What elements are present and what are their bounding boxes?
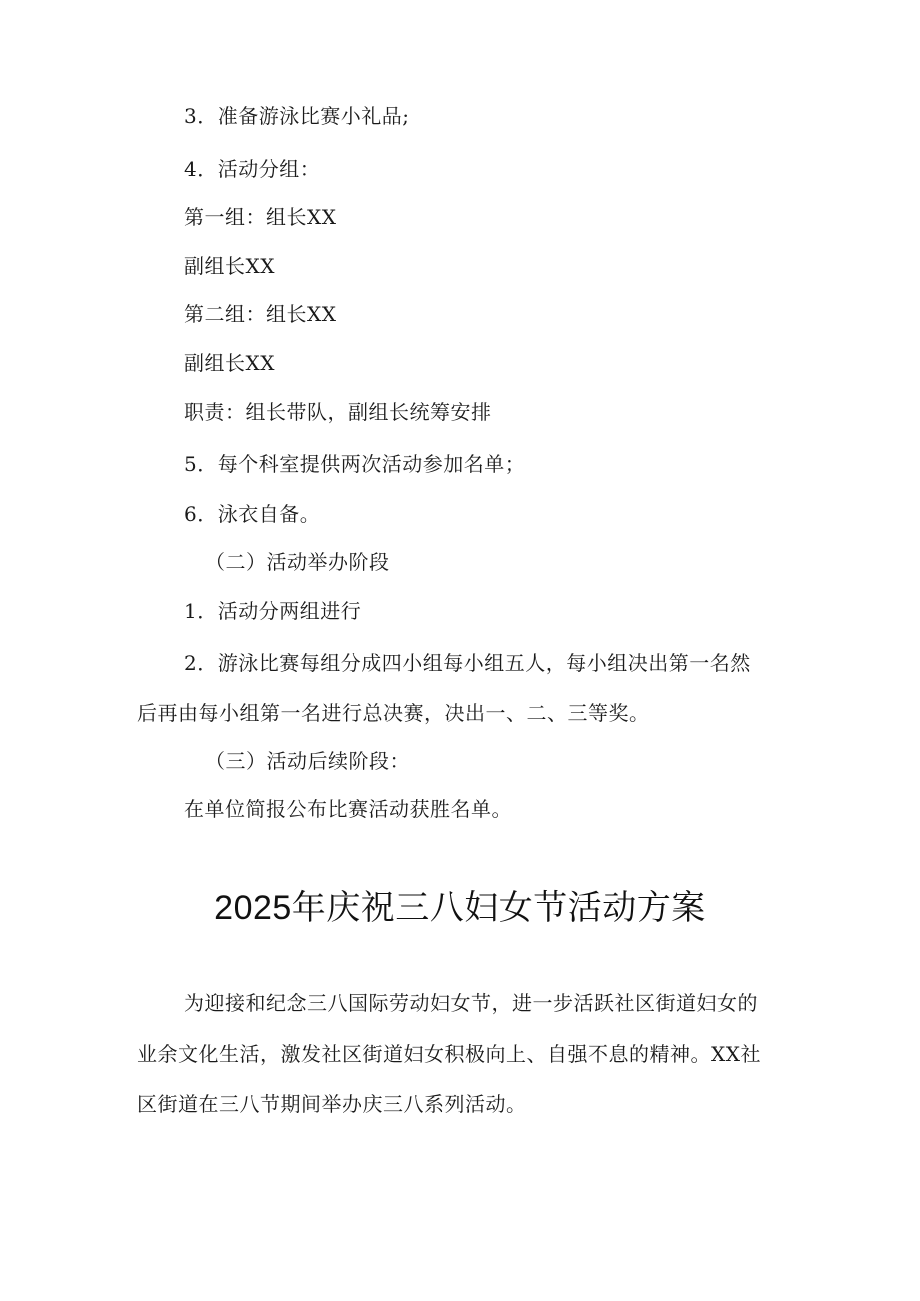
group-two-leader: 第二组：组长XX: [184, 302, 337, 326]
stage-heading-hosting: （二）活动举办阶段: [205, 550, 390, 574]
intro-paragraph-line-3: 区街道在三八节期间举办庆三八系列活动。: [137, 1092, 527, 1116]
winners-announcement: 在单位简报公布比赛活动获胜名单。: [184, 797, 512, 821]
intro-paragraph-line-1: 为迎接和纪念三八国际劳动妇女节，进一步活跃社区街道妇女的: [184, 991, 758, 1015]
list-item-prepare-gifts: 3．准备游泳比赛小礼品;: [184, 104, 410, 128]
group-two-deputy: 副组长XX: [184, 351, 275, 375]
list-item-department-names: 5．每个科室提供两次活动参加名单；: [184, 452, 526, 476]
duties-line: 职责：组长带队，副组长统筹安排: [184, 400, 492, 424]
group-one-deputy: 副组长XX: [184, 254, 275, 278]
list-item-competition-rules: 2．游泳比赛每组分成四小组每小组五人，每小组决出第一名然: [184, 651, 751, 675]
list-item-swimsuit: 6．泳衣自备。: [184, 502, 321, 526]
stage-heading-follow-up: （三）活动后续阶段：: [205, 749, 410, 773]
document-title: 2025年庆祝三八妇女节活动方案: [214, 889, 706, 927]
competition-rules-continued: 后再由每小组第一名进行总决赛，决出一、二、三等奖。: [137, 701, 650, 725]
list-item-grouping: 4．活动分组：: [184, 157, 321, 181]
intro-paragraph-line-2: 业余文化生活，激发社区街道妇女积极向上、自强不息的精神。XX社: [137, 1042, 761, 1066]
list-item-two-groups: 1．活动分两组进行: [184, 599, 362, 623]
group-one-leader: 第一组：组长XX: [184, 205, 337, 229]
